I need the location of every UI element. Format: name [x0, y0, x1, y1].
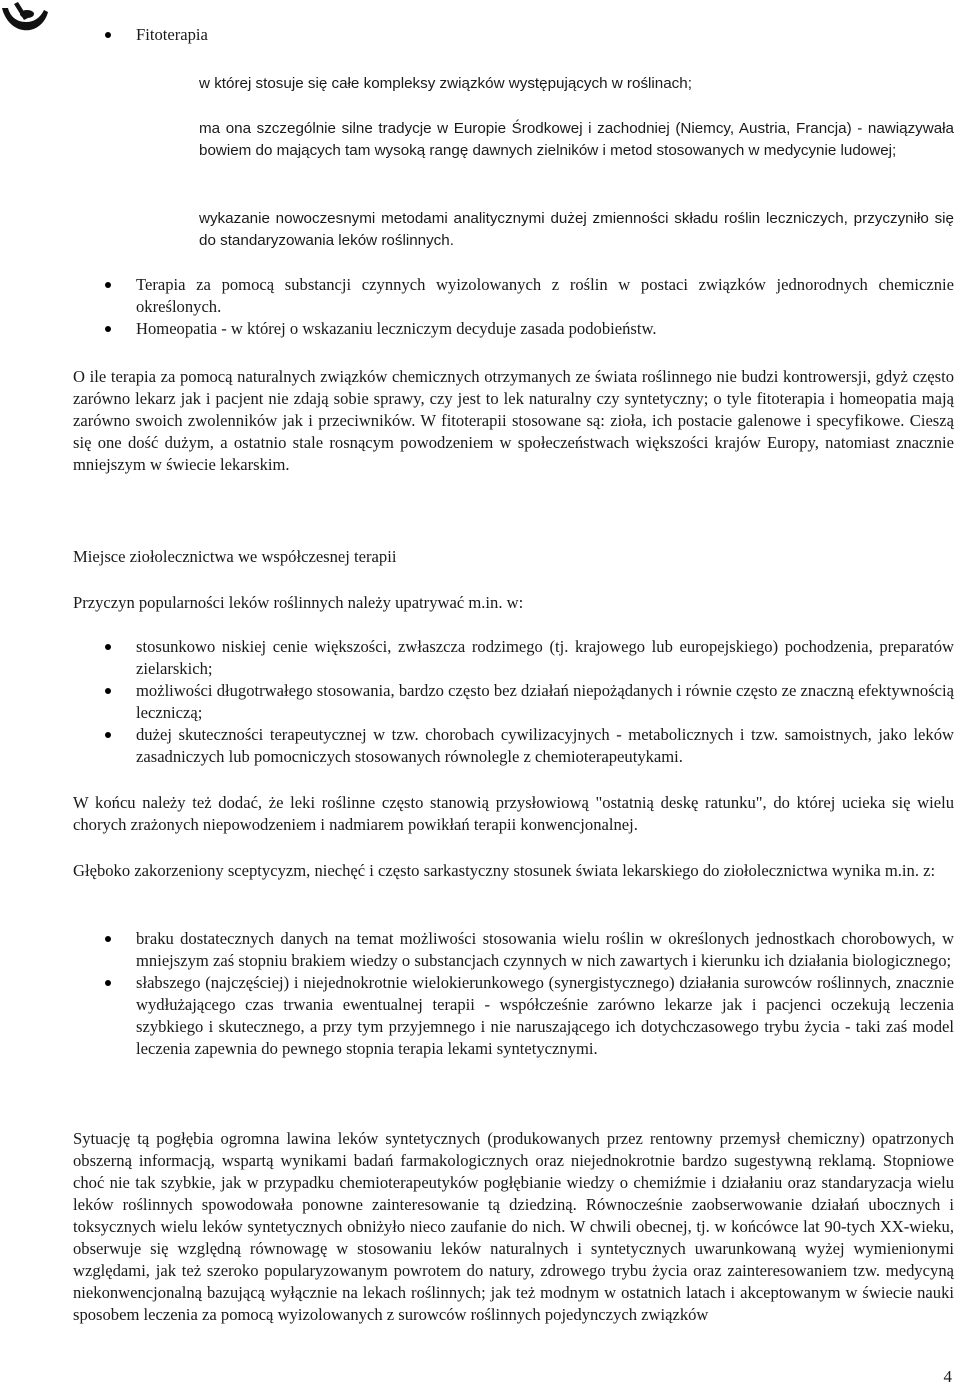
paragraph-2: W końcu należy też dodać, że leki roślinne często stanowią przysłowiową "ostatnią deskę ratunku", do której ucieka się wielu chorych zrażonych niepowodzeniem i nadmiarem powikłań terapii konwencjonalnej. [73, 793, 954, 834]
skepticism-reasons-list [0, 928, 960, 1060]
list-item: Homeopatia - w której o wskazaniu leczniczym decyduje zasada podobieństw. [0, 318, 960, 340]
fitoterapia-sub1: w której stosuje się całe kompleksy związków występujących w roślinach; [199, 75, 692, 92]
page-number: 4 [943, 1367, 952, 1386]
list-item: braku dostatecznych danych na temat możliwości stosowania wielu roślin w określonych jednostkach chorobowych, w mniejszym zaś stopniu brakiem wiedzy o substancjach czynnych w nich zawartych i kierunku ich działania biologicznego; [0, 928, 960, 972]
list-item: Terapia za pomocą substancji czynnych wyizolowanych z roślin w postaci związków jednorodnych chemicznie określonych. [0, 274, 960, 318]
fitoterapia-sub2: ma ona szczególnie silne tradycje w Europie Środkowej i zachodniej (Niemcy, Austria, Francja) - nawiązywała bowiem do mających tam wysoką rangę dawnych zielników i metod stosowanych w medycynie ludowej; [199, 120, 954, 159]
section-heading: Miejsce ziołolecznictwa we współczesnej terapii [73, 547, 397, 566]
list-item: słabszego (najczęściej) i niejednokrotnie wielokierunkowego (synergistycznego) działania surowców roślinnych, znacznie wydłużającego czas trwania ewentualnej terapii - współcześnie zarówno lekarze jak i pacjenci oczekują leczenia szybkiego i skutecznego, a przy tym przyjemnego i nie naruszającego ich dotychczasowego trybu życia - taki zaś model leczenia zapewnia do pewnego stopnia terapia lekami syntetycznymi. [0, 972, 960, 1060]
paragraph-1: O ile terapia za pomocą naturalnych związków chemicznych otrzymanych ze świata roślinnego nie budzi kontrowersji, gdyż często zarówno lekarz jak i pacjent nie zdają sobie sprawy, czy jest to lek naturalny czy syntetyczny; o tyle fitoterapia i homeopatia mają zarówno swoich zwolenników jak i przeciwników. W fitoterapii stosowane są: zioła, ich postacie galenowe i specyfikowe. Cieszą się one dość dużym, a ostatnio stale rosnącym powodzeniem w społeczeństwach większości krajów Europy, natomiast znacznie mniejszym w świecie lekarskim. [73, 367, 954, 474]
list-item: możliwości długotrwałego stosowania, bardzo często bez działań niepożądanych i równie często ze znaczną efektywnością leczniczą; [0, 680, 960, 724]
therapy-types-list [0, 274, 960, 340]
list-item: stosunkowo niskiej cenie większości, zwłaszcza rodzimego (tj. krajowego lub europejskiego) pochodzenia, preparatów zielarskich; [0, 636, 960, 680]
fitoterapia-sub3: wykazanie nowoczesnymi metodami analitycznymi dużej zmienności składu roślin leczniczych, przyczyniło się do standaryzowania leków roślinnych. [199, 210, 954, 249]
section-intro: Przyczyn popularności leków roślinnych należy upatrywać m.in. w: [73, 593, 524, 612]
paragraph-3: Głęboko zakorzeniony sceptycyzm, niechęć i często sarkastyczny stosunek świata lekarskiego do ziołolecznictwa wynika m.in. z: [73, 861, 936, 880]
list-item: dużej skuteczności terapeutycznej w tzw. chorobach cywilizacyjnych - metabolicznych i tzw. samoistnych, jako leków zasadniczych lub pomocniczych stosowanych równolegle z chemioterapeutykami. [0, 724, 960, 768]
fitoterapia-list [0, 24, 960, 46]
paragraph-4: Sytuację tą pogłębia ogromna lawina leków syntetycznych (produkowanych przez rentowny przemysł chemiczny) opatrzonych obszerną informacją, wspartą wynikami badań farmakologicznych oraz niejednokrotnie bardzo sugestywną reklamą. Stopniowe choć nie tak szybkie, jak w przypadku chemioterapeutyków pogłębianie wiedzy o chemiźmie i działaniu oraz standaryzacja wielu leków roślinnych spowodowała ponowne zainteresowanie tą dziedziną. Równocześnie zaobserwowanie działań ubocznych i toksycznych wielu leków syntetycznych obniżyło nieco zaufanie do nich. W chwili obecnej, tj. w końcówce lat 90-tych XX-wieku, obserwuje się względną równowagę w stosowaniu leków naturalnych i syntetycznych uwarunkowaną wyżej wymienionymi względami, jak też szeroko popularyzowanym powrotem do natury, zdrowego trybu życia oraz zainteresowaniem tzw. medycyną niekonwencjonalną bazującą wyłącznie na lekach roślinnych; jak też modnym w ostatnich latach i akceptowanym w świecie nauki sposobem leczenia za pomocą wyizolowanych z surowców roślinnych pojedynczych związków [73, 1129, 954, 1324]
list-item [0, 24, 960, 46]
popularity-reasons-list [0, 636, 960, 768]
fitoterapia-title: Fitoterapia [136, 25, 208, 44]
